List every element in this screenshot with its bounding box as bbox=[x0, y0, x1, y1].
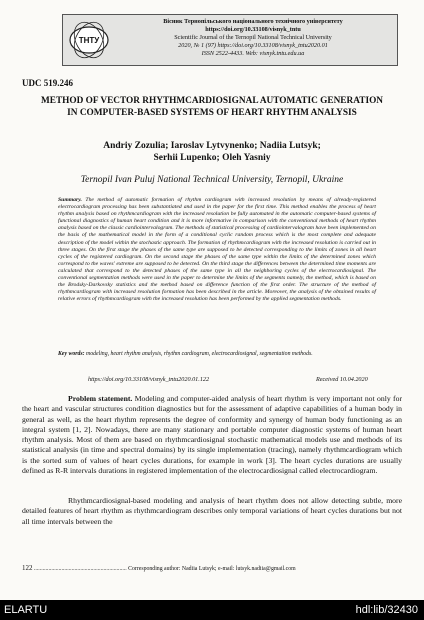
journal-info bbox=[113, 18, 393, 58]
keywords bbox=[58, 351, 376, 358]
paper-title: METHOD OF VECTOR RHYTHMCARDIOSIGNAL AUTOMATIC GENERATION IN COMPUTER-BASED SYSTEMS OF HEART RHYTHM ANALYSIS bbox=[40, 96, 384, 118]
article-doi[interactable]: https://doi.org/10.33108/visnyk_tntu2020.01.122 bbox=[88, 376, 210, 383]
issn-line: ISSN 2522-4433. Web: visnyk.tntu.edu.ua bbox=[201, 50, 305, 57]
authors bbox=[40, 140, 384, 164]
journal-title-en: Scientific Journal of the Ternopil National Technical University bbox=[174, 34, 332, 41]
keywords-label: Key words: bbox=[58, 351, 85, 357]
paragraph-text: Modeling and computer-aided analysis of heart rhythm is very important not only for the heart and vascular structures condition diagnostics but for the assessment of adaptive capabilities of a human body in general as well, as the heart rhythm represents the degree of conformity and synergy of human body functioning as an integral system [1, 2]. Nowadays, there are many stationary and portable computer diagnostic systems of human heart rhythm analysis. Most of them are based on rhythmcardiosignal stochastic mathematical models use and methods of its statistical analysis (in time and spectral domains) by its single implementation (tracing), namely rhythmcardiogram which is the sorted sum of values of heart cycles durations, for example in work [3]. The heart cycles durations are usually defined as R-R intervals durations in registered implementation of the electrocardiosignal called electrocardiogram. bbox=[22, 394, 403, 476]
abstract-text: The method of automatic formation of rhythm cardiogram with increased resolution by means of already-registered electrocardiogram processing has been substantiated and used in the paper for the first time. This method enables the process of heart rhythm analysis based on rhythmcardiogram with the increased resolution be fully automated in the automatic computer-based systems of functional diagnostics of human heart condition and it is more informative in comparison with the conventional methods of heart rhythm analysis based on the classic cardiointervalogram. The methods of statistical processing of cardiointervalogram have been implemented on the basis of the mathematical model in the form of a conditional cyclic random process which is the most complete and adequate description of the model within the stochastic approach. The formation of rhythmcardiogram with the increased resolution is carried out in three stages. On the first stage the phases of the same type are supposed to be detected corresponding to the limits of zones in all heart cycles of the registered cardiogram. On the second stage the phases of the same type within the limits of the determined zones which correspond to the waves' extreme are supposed to be detected. On the third stage the differences between the determined time moments are calculated that correspond to the detected phases of the same type in all the neighboring cycles of the electrocardiosignal. The conventional segmentation methods were used in the paper to determine the limits of the segments namely, the method, which is based on the Brodsky-Darkovsky statistics and the method based on difference function of the first order. The structure of the method of rhythmcardiogram with increased resolution formation has been described in the article. Moreover, the analysis of the obtained results of relative errors of rhythmcardiogram with the increased resolution has been performed by the applied segmentation methods. bbox=[58, 197, 376, 303]
keywords-text: modeling, heart rhythm analysis, rhythm cardiogram, electrocardiosignal, segmentation methods. bbox=[86, 351, 313, 357]
university-logo bbox=[69, 20, 109, 60]
authors-line-1: Andriy Zozulia; Iaroslav Lytvynenko; Nadiia Lutsyk; bbox=[103, 141, 321, 151]
udc-code: UDC 519.246 bbox=[22, 78, 73, 88]
corresponding-author: ................................................................ Corresponding author: Nadiia Lutsyk; e-mail: lutsyk.nadiia@gmail.com bbox=[33, 566, 296, 572]
repository-bar bbox=[0, 600, 424, 620]
journal-title-ua: Вісник Тернопільського національного технічного університету bbox=[163, 18, 343, 25]
repository-name: ELARTU bbox=[4, 604, 48, 616]
section-heading: Problem statement. bbox=[68, 394, 133, 403]
handle-id: hdl:lib/32430 bbox=[355, 604, 418, 616]
affiliation: Ternopil Ivan Puluj National Technical University, Ternopil, Ukraine bbox=[80, 175, 344, 185]
page-number: 122 bbox=[22, 564, 33, 572]
paragraph-2: Rhythmcardiosignal-based modeling and analysis of heart rhythm does not allow detecting subtle, more detailed features of heart rhythm as rhythmcardiogram describes only temporal variations of heart cycles durations but not all time intervals between the bbox=[22, 496, 402, 526]
logo-text: ТНТУ bbox=[78, 36, 100, 45]
paragraph-problem-statement bbox=[22, 394, 402, 476]
received-date: Received 10.04.2020 bbox=[316, 376, 368, 383]
page-footer bbox=[22, 564, 402, 572]
journal-doi[interactable]: https://doi.org/10.33108/visnyk_tntu bbox=[205, 26, 301, 33]
journal-header bbox=[62, 14, 398, 66]
abstract bbox=[58, 197, 376, 303]
abstract-label: Summary. bbox=[58, 197, 82, 203]
issue-line: 2020, № 1 (97) https://doi.org/10.33108/visnyk_tntu2020.01 bbox=[178, 42, 328, 49]
authors-line-2: Serhii Lupenko; Oleh Yasniy bbox=[153, 153, 271, 163]
